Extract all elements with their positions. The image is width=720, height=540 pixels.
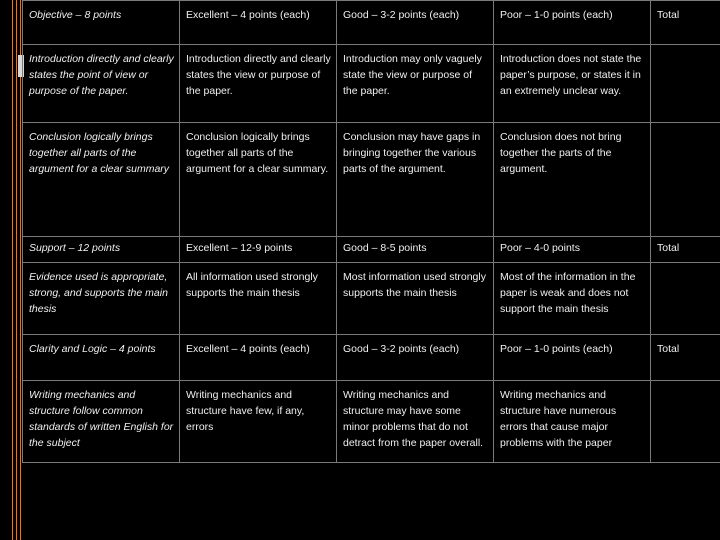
- rail-line: [12, 0, 13, 540]
- excellent-cell: Introduction directly and clearly states the view or purpose of the paper.: [180, 45, 337, 123]
- good-cell: Introduction may only vaguely state the view or purpose of the paper.: [337, 45, 494, 123]
- criterion-cell: Writing mechanics and structure follow common standards of written English for the subject: [23, 381, 180, 463]
- criterion-heading: Objective – 8 points: [23, 1, 180, 45]
- good-heading: Good – 8-5 points: [337, 237, 494, 263]
- criterion-cell: Introduction directly and clearly states the point of view or purpose of the paper.: [23, 45, 180, 123]
- criterion-heading: Support – 12 points: [23, 237, 180, 263]
- total-heading: Total: [651, 237, 720, 263]
- rail-line: [16, 0, 17, 540]
- poor-heading: Poor – 1-0 points (each): [494, 335, 651, 381]
- criterion-heading: Clarity and Logic – 4 points: [23, 335, 180, 381]
- poor-cell: Introduction does not state the paper’s purpose, or states it in an extremely unclear way.: [494, 45, 651, 123]
- excellent-heading: Excellent – 4 points (each): [180, 1, 337, 45]
- total-cell: [651, 263, 720, 335]
- good-heading: Good – 3-2 points (each): [337, 1, 494, 45]
- excellent-cell: Conclusion logically brings together all parts of the argument for a clear summary.: [180, 123, 337, 237]
- clarity-header-row: [23, 335, 720, 381]
- excellent-heading: Excellent – 12-9 points: [180, 237, 337, 263]
- total-cell: [651, 45, 720, 123]
- poor-heading: Poor – 1-0 points (each): [494, 1, 651, 45]
- criterion-cell: Conclusion logically brings together all parts of the argument for a clear summary: [23, 123, 180, 237]
- excellent-cell: All information used strongly supports the main thesis: [180, 263, 337, 335]
- table-row: [23, 45, 720, 123]
- total-cell: [651, 123, 720, 237]
- excellent-heading: Excellent – 4 points (each): [180, 335, 337, 381]
- table-row: [23, 263, 720, 335]
- poor-cell: Conclusion does not bring together the parts of the argument.: [494, 123, 651, 237]
- left-decorative-rail: [0, 0, 22, 540]
- total-heading: Total: [651, 335, 720, 381]
- objective-header-row: [23, 1, 720, 45]
- table-row: [23, 381, 720, 463]
- poor-cell: Writing mechanics and structure have numerous errors that cause major problems with the paper: [494, 381, 651, 463]
- grading-rubric-table: [22, 0, 720, 463]
- rail-line: [20, 0, 21, 540]
- good-cell: Conclusion may have gaps in bringing together the various parts of the argument.: [337, 123, 494, 237]
- support-header-row: [23, 237, 720, 263]
- total-cell: [651, 381, 720, 463]
- excellent-cell: Writing mechanics and structure have few, if any, errors: [180, 381, 337, 463]
- criterion-cell: Evidence used is appropriate, strong, and supports the main thesis: [23, 263, 180, 335]
- good-heading: Good – 3-2 points (each): [337, 335, 494, 381]
- table-row: [23, 123, 720, 237]
- poor-heading: Poor – 4-0 points: [494, 237, 651, 263]
- good-cell: Writing mechanics and structure may have some minor problems that do not detract from the paper overall.: [337, 381, 494, 463]
- poor-cell: Most of the information in the paper is weak and does not support the main thesis: [494, 263, 651, 335]
- good-cell: Most information used strongly supports the main thesis: [337, 263, 494, 335]
- total-heading: Total: [651, 1, 720, 45]
